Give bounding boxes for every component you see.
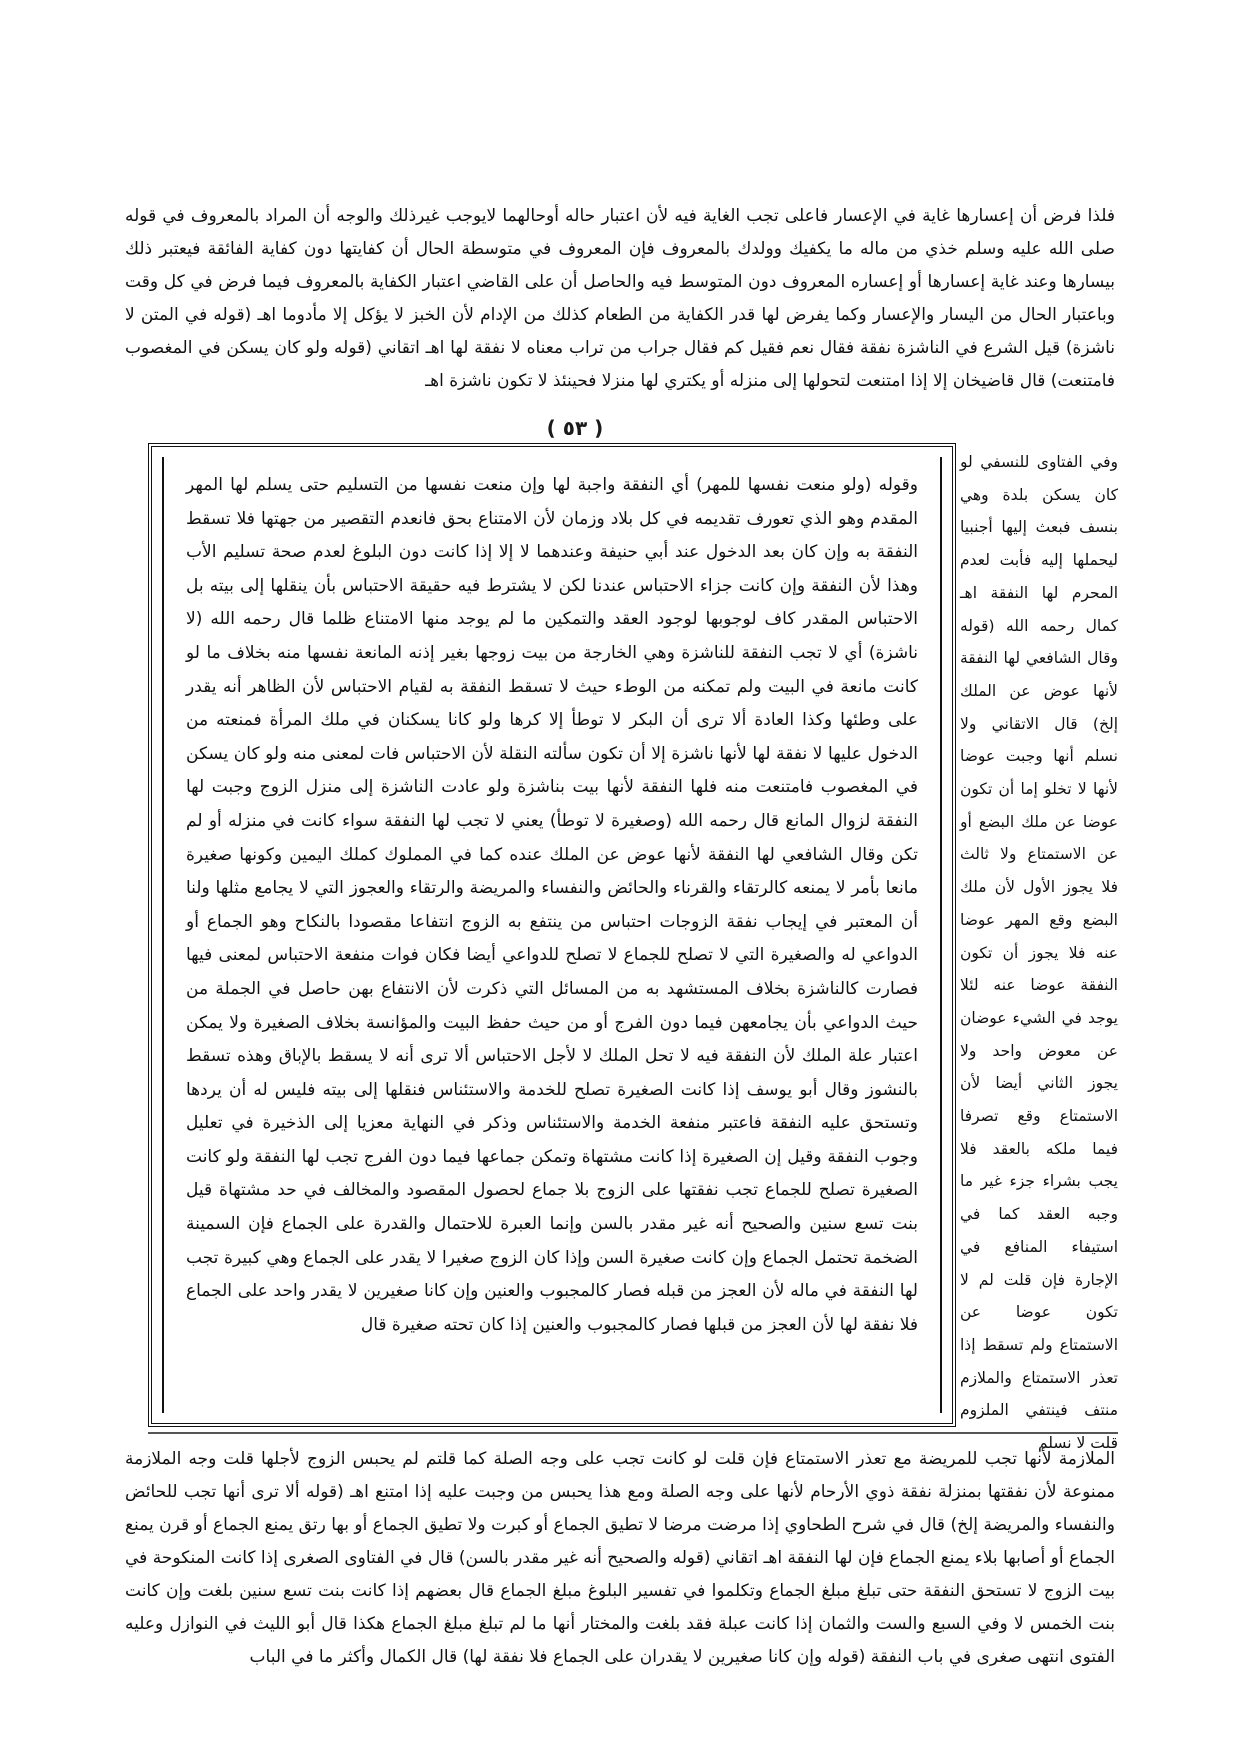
- main-body-text: وقوله (ولو منعت نفسها للمهر) أي النفقة واجبة لها وإن منعت نفسها من التسليم حتى يسلم لها المهر المقدم وهو الذي تعورف تقديمه في كل بلاد وزمان لأن الامتناع بحق فانعدم التقصير من جهتها فلا تسقط النفقة به وإن كان بعد الدخول عند أبي حنيفة وعندهما لا إلا إذا كانت دون البلوغ لعدم صحة تسليم الأب وهذا لأن النفقة وإن كانت جزاء الاحتباس عندنا لكن لا يشترط فيه حقيقة الاحتباس بأن ينقلها إلى بيته بل الاحتباس المقدر كاف لوجوبها لوجود العقد والتمكين ما لم يوجد منها الامتناع ظلما قال رحمه الله (لا ناشزة) أي لا تجب النفقة للناشزة وهي الخارجة من بيت زوجها بغير إذنه المانعة نفسها منه بخلاف ما لو كانت مانعة في البيت ولم تمكنه من الوطء حيث لا تسقط النفقة به لقيام الاحتباس لأن الظاهر أنه يقدر على وطئها وكذا العادة ألا ترى أن البكر لا توطأ إلا كرها ولو كانا يسكنان في ملك المرأة فمنعته من الدخول عليها لا نفقة لها لأنها ناشزة إلا أن تكون سألته النقلة لأن الاحتباس فات لمعنى منه ولو كان يسكن في المغصوب فامتنعت منه فلها النفقة لأنها بيت بناشزة ولو عادت الناشزة إلى منزل الزوج وجبت لها النفقة لزوال المانع قال رحمه الله (وصغيرة لا توطأ) يعني لا تجب لها النفقة سواء كانت في منزله أو لم تكن وقال الشافعي لها النفقة لأنها عوض عن الملك عنده كما في المملوك كملك اليمين وكونها صغيرة مانعا بأمر لا يمنعه كالرتقاء والقرناء والحائض والنفساء والمريضة والرتقاء والعجوز التي لا يجامع مثلها ولنا أن المعتبر في إيجاب نفقة الزوجات احتباس من ينتفع به الزوج انتفاعا مقصودا بالنكاح وهو الجماع أو الدواعي له والصغيرة التي لا تصلح للجماع لا تصلح للدواعي أيضا فكان فوات منفعة الاحتباس لمعنى فيها فصارت كالناشزة بخلاف المستشهد به من المسائل التي ذكرت لأن الانتفاع بهن حاصل في الجملة من حيث الدواعي بأن يجامعهن فيما دون الفرج أو من حيث حفظ البيت والمؤانسة بخلاف الصغيرة ولا يمكن اعتبار علة الملك لأن النفقة فيه لا تحل الملك لا لأجل الاحتباس ألا ترى أنه لا يسقط بالإباق وهذه تسقط بالنشوز وقال أبو يوسف إذا كانت الصغيرة تصلح للخدمة والاستئناس فنقلها إلى بيته فليس له أن يردها وتستحق عليه النفقة فاعتبر منفعة الخدمة والاستئناس وذكر في النهاية معزيا إلى الذخيرة في تعليل وجوب النفقة وقيل إن الصغيرة إذا كانت مشتهاة وتمكن جماعها فيما دون الفرج تجب لها النفقة ولو كانت الصغيرة تصلح للجماع تجب نفقتها على الزوج بلا جماع لحصول المقصود والمخالف في حد مشتهاة قيل بنت تسع سنين والصحيح أنه غير مقدر بالسن وإنما العبرة للاحتمال والقدرة على الجماع فإن السمينة الضخمة تحتمل الجماع وإن كانت صغيرة السن وإذا كان الزوج صغيرا لا يقدر على الجماع وهي كبيرة تجب لها النفقة في ماله لأن العجز من قبله فصار كالمجبوب والعنين وإن كانا صغيرين لا يقدر واحد على الجماع فلا نفقة لها لأن العجز من قبلها فصار كالمجبوب والعنين إذا كان تحته صغيرة قال: [186, 475, 918, 1335]
- top-margin-commentary: فلذا فرض أن إعسارها غاية في الإعسار فاعلى تجب الغاية فيه لأن اعتبار حاله أوحالهما لايوجب غيرذلك والوجه أن المراد بالمعروف في قوله صلى الله عليه وسلم خذي من ماله ما يكفيك وولدك بالمعروف فإن المعروف في متوسطة الحال أن كفايتها دون كفاية الفائقة فيعتبر ذلك بيسارها وعند غاية إعسارها أو إعساره المعروف دون المتوسط فيه والحاصل أن على القاضي اعتبار الكفاية بالمعروف فيما فرض في كل وقت وباعتبار الحال من اليسار والإعسار وكما يفرض لها قدر الكفاية من الطعام كذلك من الإدام لأن الخبز لا يؤكل إلا مأدوما اهـ (قوله في المتن لا ناشزة) قيل الشرع في الناشزة نفقة فقال نعم فقيل كم فقال جراب من تراب معناه لا نفقة لها اهـ اتقاني (قوله ولو كان يسكن في المغصوب فامتنعت) قال قاضيخان إلا إذا امتنعت لتحولها إلى منزله أو يكتري لها منزلا فحينئذ لا تكون ناشزة اهـ: [125, 206, 1115, 391]
- bottom-margin-commentary: الملازمة لأنها تجب للمريضة مع تعذر الاستمتاع فإن قلت لو كانت تجب على وجه الصلة كما قلتم لم يحبس الزوج لأجلها قلت وجه الملازمة ممنوعة لأن نفقتها بمنزلة نفقة ذوي الأرحام لأنها على وجه الصلة ومع هذا يحبس من وجبت عليه إذا امتنع اهـ (قوله ألا ترى أنها تجب للحائض والنفساء والمريضة إلخ) قال في شرح الطحاوي إذا مرضت مرضا لا تطيق الجماع أو كبرت ولا تطيق الجماع أو بها رتق يمنع الجماع أو قرن يمنع الجماع أو أصابها بلاء يمنع الجماع فإن لها النفقة اهـ اتقاني (قوله والصحيح أنه غير مقدر بالسن) قال في الفتاوى الصغرى إذا كانت المنكوحة في بيت الزوج لا تستحق النفقة حتى تبلغ مبلغ الجماع وتكلموا في تفسير البلوغ مبلغ الجماع قال بعضهم إذا كانت بنت تسع سنين بلغت وإن كانت بنت الخمس لا وفي السبع والست والثمان إذا كانت عبلة فقد بلغت والمختار أنها ما لم تبلغ مبلغ الجماع هكذا قال أبو الليث في النوازل وعليه الفتوى انتهى صغرى في باب النفقة (قوله وإن كانا صغيرين لا يقدران على الجماع فلا نفقة لها) قال الكمال وأكثر ما في الباب: [125, 1449, 1115, 1667]
- frame-inner-border: [162, 457, 942, 1413]
- main-text-frame: [148, 443, 956, 1427]
- section-divider: [148, 1432, 1118, 1434]
- page-number: ( ٥٣ ): [540, 416, 610, 440]
- side-margin-commentary: وفي الفتاوى للنسفي لو كان يسكن بلدة وهي بنسف فبعث إليها أجنبيا ليحملها إليه فأبت لعدم المحرم لها النفقة اهـ كمال رحمه الله (قوله وقال الشافعي لها النفقة لأنها عوض عن الملك إلخ) قال الاتقاني ولا نسلم أنها وجبت عوضا لأنها لا تخلو إما أن تكون عوضا عن ملك البضع أو عن الاستمتاع ولا ثالث فلا يجوز الأول لأن ملك البضع وقع المهر عوضا عنه فلا يجوز أن تكون النفقة عوضا عنه لئلا يوجد في الشيء عوضان عن معوض واحد ولا يجوز الثاني أيضا لأن الاستمتاع وقع تصرفا فيما ملكه بالعقد فلا يجب بشراء جزء غير ما وجبه العقد كما في استيفاء المنافع في الإجارة فإن قلت لم لا تكون عوضا عن الاستمتاع ولم تسقط إذا تعذر الاستمتاع والملازم منتف فينتفي الملزوم قلت لا نسلم: [960, 453, 1118, 1453]
